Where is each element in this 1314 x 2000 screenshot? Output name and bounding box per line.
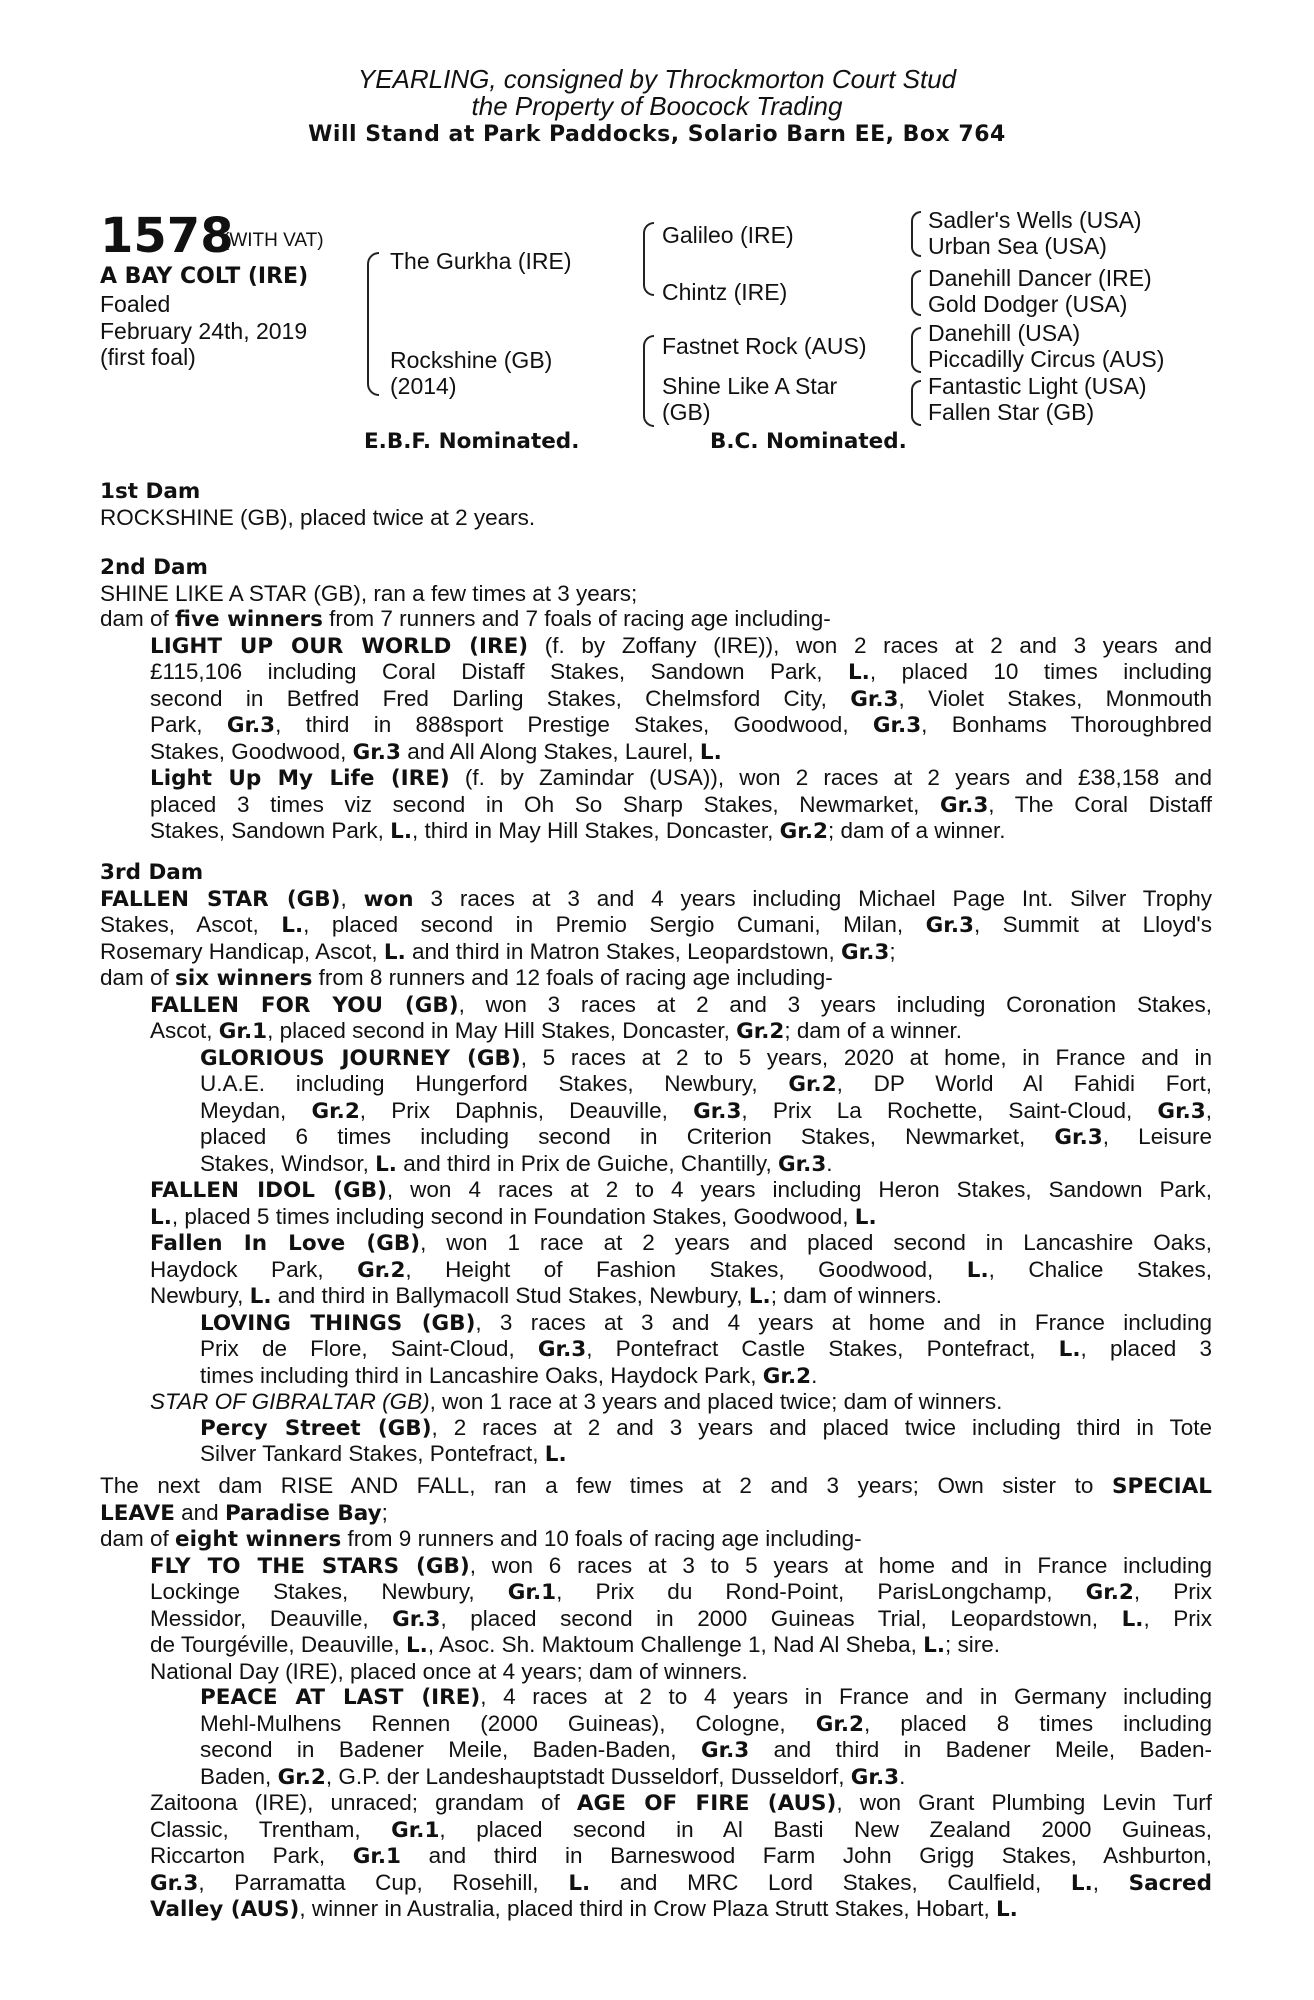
- dam-dam-country: (GB): [662, 399, 711, 425]
- sdd: Gold Dodger (USA): [928, 291, 1128, 317]
- first-dam-heading: 1st Dam: [100, 479, 201, 504]
- property-line: the Property of Boocock Trading: [471, 91, 843, 121]
- second-dam-produce: dam of five winners from 7 runners and 7 foals of racing age including-: [100, 606, 831, 632]
- next-dam-produce: dam of eight winners from 9 runners and 10 foals of racing age including-: [100, 1526, 862, 1552]
- next-dam-section: [100, 1473, 1212, 1923]
- foaled-label: Foaled: [100, 291, 171, 317]
- sds: Danehill Dancer (IRE): [928, 265, 1152, 291]
- third-dam-section: [100, 860, 1212, 1468]
- stand-line: Will Stand at Park Paddocks, Solario Barn EE, Box 764: [308, 122, 1006, 147]
- progeny-entry: GLORIOUS JOURNEY (GB), 5 races at 2 to 5 years, 2020 at home, in France and in U.A.E. including Hungerford Stakes, Newbury, Gr.2, DP World Al Fahidi Fort, Meydan, Gr.2, Prix Daphnis, Deauville, Gr.3, Prix La Rochette, Saint-Cloud, Gr.3, placed 6 times including second in Criterion Stakes, Newmarket, Gr.3, Leisure Stakes, Windsor, L. and third in Prix de Guiche, Chantilly, Gr.3.: [200, 1044, 1212, 1177]
- pedigree-brace-2a: [643, 222, 654, 296]
- dsd: Piccadilly Circus (AUS): [928, 346, 1165, 372]
- dam-year: (2014): [390, 373, 457, 399]
- sire-sire: Galileo (IRE): [662, 222, 794, 248]
- progeny-entry: Fallen In Love (GB), won 1 race at 2 years and placed second in Lancashire Oaks, Haydock Park, Gr.2, Height of Fashion Stakes, Goodwood, L., Chalice Stakes, Newbury, L. and third in Ballymacoll Stud Stakes, Newbury, L.; dam of winners.: [150, 1230, 1212, 1309]
- ebf-nominated: E.B.F. Nominated.: [364, 429, 580, 454]
- progeny-entry: FALLEN FOR YOU (GB), won 3 races at 2 and 3 years including Coronation Stakes, Ascot, Gr.1, placed second in May Hill Stakes, Doncaster, Gr.2; dam of a winner.: [150, 991, 1212, 1044]
- ssd: Urban Sea (USA): [928, 233, 1107, 259]
- second-dam-section: [100, 555, 1212, 845]
- dam-sire: Fastnet Rock (AUS): [662, 333, 867, 359]
- progeny-entry: FALLEN IDOL (GB), won 4 races at 2 to 4 years including Heron Stakes, Sandown Park, L., placed 5 times including second in Foundation Stakes, Goodwood, L.: [150, 1177, 1213, 1230]
- second-dam-line: SHINE LIKE A STAR (GB), ran a few times at 3 years;: [100, 580, 638, 606]
- next-dam-entry: The next dam RISE AND FALL, ran a few times at 2 and 3 years; Own sister to SPECIAL LEAVE and Paradise Bay;: [100, 1473, 1212, 1526]
- lot-number: 1578: [100, 208, 234, 264]
- sire: The Gurkha (IRE): [390, 248, 572, 274]
- pedigree-brace-3d: [911, 380, 921, 426]
- pedigree-brace-3c: [911, 327, 921, 373]
- first-dam-section: [100, 479, 1212, 530]
- lot-title: A BAY COLT (IRE): [100, 264, 309, 289]
- sss: Sadler's Wells (USA): [928, 207, 1142, 233]
- progeny-entry: National Day (IRE), placed once at 4 years; dam of winners.: [150, 1658, 748, 1684]
- first-dam-text: ROCKSHINE (GB), placed twice at 2 years.: [100, 504, 536, 530]
- pedigree-brace-3b: [911, 270, 921, 316]
- progeny-entry: Percy Street (GB), 2 races at 2 and 3 years and placed twice including third in Tote Silver Tankard Stakes, Pontefract, L.: [200, 1414, 1212, 1467]
- progeny-entry: FLY TO THE STARS (GB), won 6 races at 3 to 5 years at home and in France including Lockinge Stakes, Newbury, Gr.1, Prix du Rond-Point, ParisLongchamp, Gr.2, Prix Messidor, Deauville, Gr.3, placed second in 2000 Guineas Trial, Leopardstown, L., Prix de Tourgéville, Deauville, L., Asoc. Sh. Maktoum Challenge 1, Nad Al Sheba, L.; sire.: [150, 1552, 1212, 1658]
- pedigree-brace-1: [367, 252, 379, 396]
- third-dam-heading: 3rd Dam: [100, 860, 204, 885]
- dam: Rockshine (GB): [390, 347, 553, 373]
- pedigree-brace-2b: [643, 335, 654, 427]
- third-dam-entry: FALLEN STAR (GB), won 3 races at 3 and 4 years including Michael Page Int. Silver Trophy Stakes, Ascot, L., placed second in Premio Sergio Cumani, Milan, Gr.3, Summit at Lloyd's Rosemary Handicap, Ascot, L. and third in Matron Stakes, Leopardstown, Gr.3;: [100, 885, 1212, 965]
- sire-dam: Chintz (IRE): [662, 279, 788, 305]
- third-dam-produce: dam of six winners from 8 runners and 12 foals of racing age including-: [100, 965, 833, 991]
- progeny-entry: LOVING THINGS (GB), 3 races at 3 and 4 years at home and in France including Prix de Flore, Saint-Cloud, Gr.3, Pontefract Castle Stakes, Pontefract, L., placed 3 times including third in Lancashire Oaks, Haydock Park, Gr.2.: [200, 1309, 1213, 1389]
- foaled-date: February 24th, 2019: [100, 318, 308, 344]
- bc-nominated: B.C. Nominated.: [710, 429, 907, 454]
- pedigree-brace-3a: [911, 211, 921, 257]
- second-dam-heading: 2nd Dam: [100, 555, 208, 580]
- first-foal-note: (first foal): [100, 344, 196, 370]
- dss: Danehill (USA): [928, 320, 1081, 346]
- vat-label: (WITH VAT): [223, 230, 324, 251]
- consignor-line: YEARLING, consigned by Throckmorton Court Stud: [357, 64, 957, 94]
- progeny-entry: STAR OF GIBRALTAR (GB), won 1 race at 3 years and placed twice; dam of winners.: [150, 1389, 1003, 1414]
- progeny-entry: LIGHT UP OUR WORLD (IRE) (f. by Zoffany (IRE)), won 2 races at 2 and 3 years and £115,106 including Coral Distaff Stakes, Sandown Park, L., placed 10 times including second in Betfred Fred Darling Stakes, Chelmsford City, Gr.3, Violet Stakes, Monmouth Park, Gr.3, third in 888sport Prestige Stakes, Goodwood, Gr.3, Bonhams Thoroughbred Stakes, Goodwood, Gr.3 and All Along Stakes, Laurel, L.: [150, 632, 1213, 765]
- progeny-entry: Zaitoona (IRE), unraced; grandam of AGE OF FIRE (AUS), won Grant Plumbing Levin Turf Classic, Trentham, Gr.1, placed second in Al Basti New Zealand 2000 Guineas, Riccarton Park, Gr.1 and third in Barneswood Farm John Grigg Stakes, Ashburton, Gr.3, Parramatta Cup, Rosehill, L. and MRC Lord Stakes, Caulfield, L., Sacred Valley (AUS), winner in Australia, placed third in Crow Plaza Strutt Stakes, Hobart, L.: [150, 1790, 1212, 1922]
- progeny-entry: PEACE AT LAST (IRE), 4 races at 2 to 4 years in France and in Germany including Mehl-Mulhens Rennen (2000 Guineas), Cologne, Gr.2, placed 8 times including second in Badener Meile, Baden-Baden, Gr.3 and third in Badener Meile, Baden- Baden, Gr.2, G.P. der Landeshauptstadt Dusseldorf, Dusseldorf, Gr.3.: [200, 1684, 1213, 1790]
- dam-dam: Shine Like A Star: [662, 373, 838, 399]
- dds: Fantastic Light (USA): [928, 373, 1147, 399]
- progeny-entry: Light Up My Life (IRE) (f. by Zamindar (USA)), won 2 races at 2 years and £38,158 and placed 3 times viz second in Oh So Sharp Stakes, Newmarket, Gr.3, The Coral Distaff Stakes, Sandown Park, L., third in May Hill Stakes, Doncaster, Gr.2; dam of a winner.: [150, 765, 1213, 844]
- ddd: Fallen Star (GB): [928, 399, 1095, 425]
